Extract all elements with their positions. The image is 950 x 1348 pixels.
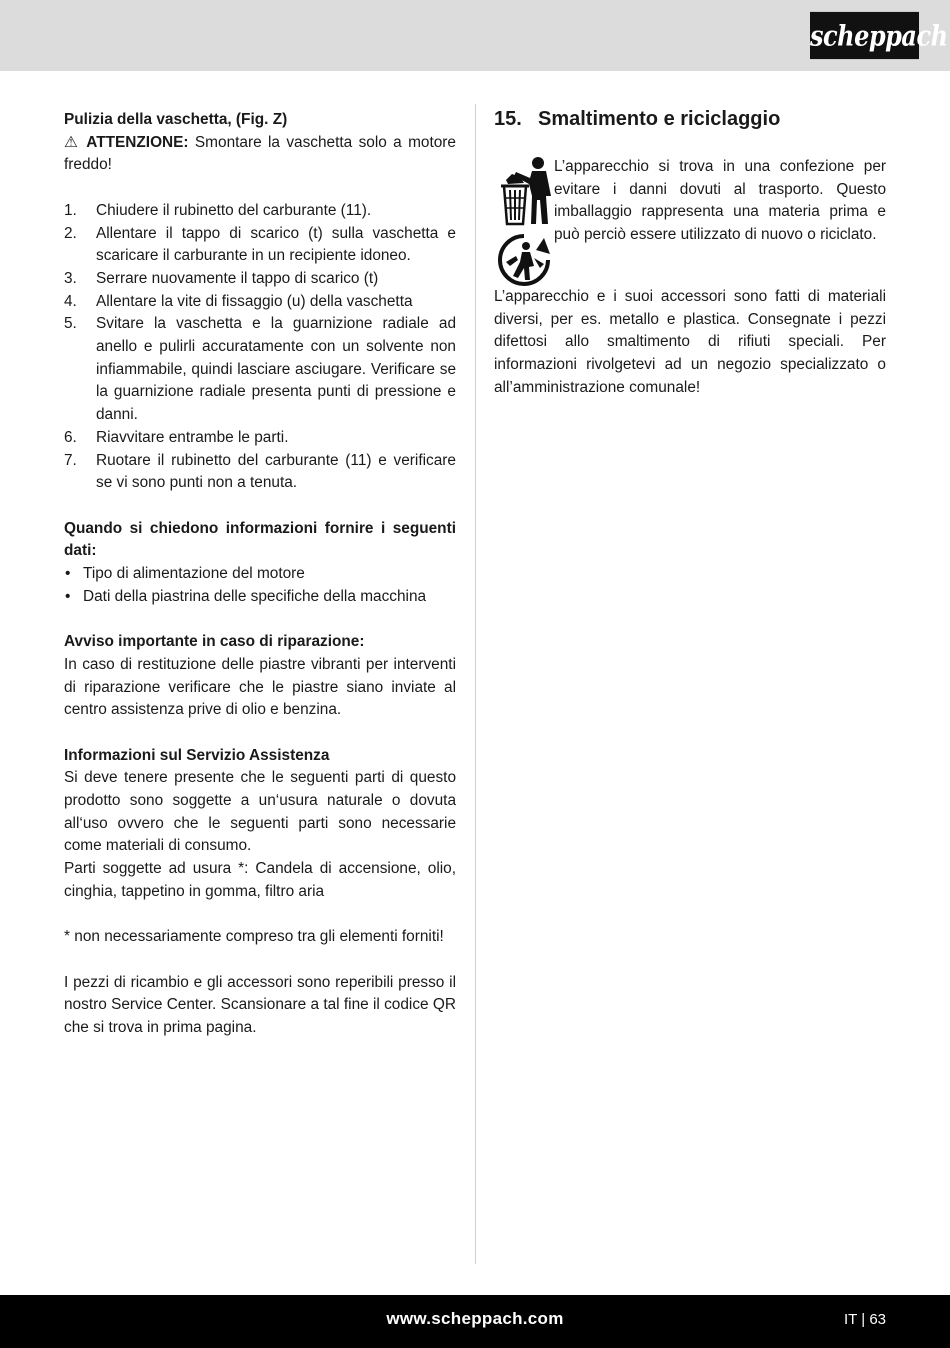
page-indicator bbox=[844, 1309, 886, 1332]
section-title: Smaltimento e riciclaggio bbox=[538, 108, 781, 130]
warning-paragraph bbox=[64, 132, 456, 177]
disposal-text: L’apparecchio e i suoi accessori sono fatti di materiali diversi, per es. metallo e plastica. Consegnate i pezzi difettosi allo smaltimento di rifiuti speciali. Per informazioni rivolgetevi ad un negozio specializzato o all’amministrazione comunale! bbox=[494, 288, 886, 396]
step-number: 5. bbox=[64, 315, 77, 333]
warning-icon: ⚠ bbox=[64, 133, 80, 151]
recycling-icons bbox=[494, 156, 554, 286]
spacer bbox=[64, 722, 456, 745]
language-code: IT bbox=[844, 1311, 858, 1328]
step-text: Riavvitare entrambe le parti. bbox=[96, 428, 289, 446]
step-item bbox=[64, 427, 456, 450]
step-text: Chiudere il rubinetto del carburante (11). bbox=[96, 201, 372, 219]
page-separator: | bbox=[861, 1311, 866, 1328]
step-number: 4. bbox=[64, 292, 77, 310]
step-item bbox=[64, 450, 456, 495]
header-bar bbox=[0, 0, 950, 71]
footer-bar bbox=[0, 1295, 950, 1348]
bullet-item bbox=[64, 563, 456, 586]
step-number: 1. bbox=[64, 201, 77, 219]
section-number: 15. bbox=[494, 108, 522, 130]
bullet-icon: • bbox=[65, 565, 71, 583]
step-text: Serrare nuovamente il tappo di scarico (t) bbox=[96, 269, 379, 287]
spacer bbox=[64, 904, 456, 927]
service-text: Si deve tenere presente che le seguenti parti di questo prodotto sono soggette a un‘usura naturale o dovuta all‘uso ovvero che le seguenti parti sono necessarie come materiali di consumo. bbox=[64, 769, 456, 855]
recycle-icon bbox=[496, 232, 554, 288]
bullet-icon: • bbox=[65, 587, 71, 605]
website-link[interactable]: www.scheppach.com bbox=[386, 1309, 564, 1328]
step-item bbox=[64, 313, 456, 427]
step-number: 7. bbox=[64, 451, 77, 469]
scheppach-logo: scheppach bbox=[810, 12, 919, 59]
step-item bbox=[64, 268, 456, 291]
trash-disposal-icon bbox=[496, 156, 554, 226]
right-column bbox=[494, 106, 886, 400]
footnote-text: * non necessariamente compreso tra gli elementi forniti! bbox=[64, 928, 444, 946]
step-item bbox=[64, 200, 456, 223]
spacer bbox=[64, 949, 456, 972]
step-text: Allentare il tappo di scarico (t) sulla vaschetta e scaricare il carburante in un recipiente idoneo. bbox=[96, 224, 456, 265]
spare-parts-text: I pezzi di ricambio e gli accessori sono reperibili presso il nostro Service Center. Scansionare a tal fine il codice QR che si trova in prima pagina. bbox=[64, 973, 456, 1037]
page-number: 63 bbox=[869, 1311, 886, 1328]
spacer bbox=[64, 495, 456, 518]
cleaning-steps bbox=[64, 200, 456, 495]
spacer bbox=[64, 177, 456, 200]
step-number: 6. bbox=[64, 428, 77, 446]
packaging-text: L’apparecchio si trova in una confezione per evitare i danni dovuti al trasporto. Questo imballaggio rappresenta una materia prima e può perciò essere utilizzato di nuovo o riciclato. bbox=[554, 158, 886, 244]
info-bullets bbox=[64, 563, 456, 608]
step-text: Ruotare il rubinetto del carburante (11) e verificare se vi sono punti non a tenuta. bbox=[96, 451, 456, 492]
warning-label: ATTENZIONE: bbox=[86, 133, 189, 151]
step-item bbox=[64, 291, 456, 314]
left-column bbox=[64, 109, 456, 1040]
warning-text: Smontare la vaschetta solo a motore freddo! bbox=[64, 133, 456, 174]
wear-parts-text: Parti soggette ad usura *: Candela di accensione, olio, cinghia, tappetino in gomma, filtro aria bbox=[64, 860, 456, 900]
step-text: Allentare la vite di fissaggio (u) della vaschetta bbox=[96, 292, 413, 310]
service-title: Informazioni sul Servizio Assistenza bbox=[64, 746, 330, 764]
bullet-text: Tipo di alimentazione del motore bbox=[83, 565, 305, 583]
section-heading bbox=[494, 106, 886, 132]
repair-text: In caso di restituzione delle piastre vibranti per interventi di riparazione verificare che le piastre siano inviate al centro assistenza prive di olio e benzina. bbox=[64, 655, 456, 719]
step-number: 2. bbox=[64, 224, 77, 242]
spacer bbox=[64, 608, 456, 631]
step-item bbox=[64, 223, 456, 268]
step-number: 3. bbox=[64, 269, 77, 287]
column-divider bbox=[475, 104, 476, 1264]
repair-title: Avviso importante in caso di riparazione: bbox=[64, 633, 365, 651]
bullet-text: Dati della piastrina delle specifiche della macchina bbox=[83, 587, 427, 605]
info-title: Quando si chiedono informazioni fornire i seguenti dati: bbox=[64, 519, 456, 560]
step-text: Svitare la vaschetta e la guarnizione radiale ad anello e pulirli accuratamente con un solvente non infiammabile, quindi lasciare asciugare. Verificare se la guarnizione radiale presenta punti di pressione e danni. bbox=[96, 315, 456, 424]
bullet-item bbox=[64, 586, 456, 609]
cleaning-title: Pulizia della vaschetta, (Fig. Z) bbox=[64, 111, 288, 128]
